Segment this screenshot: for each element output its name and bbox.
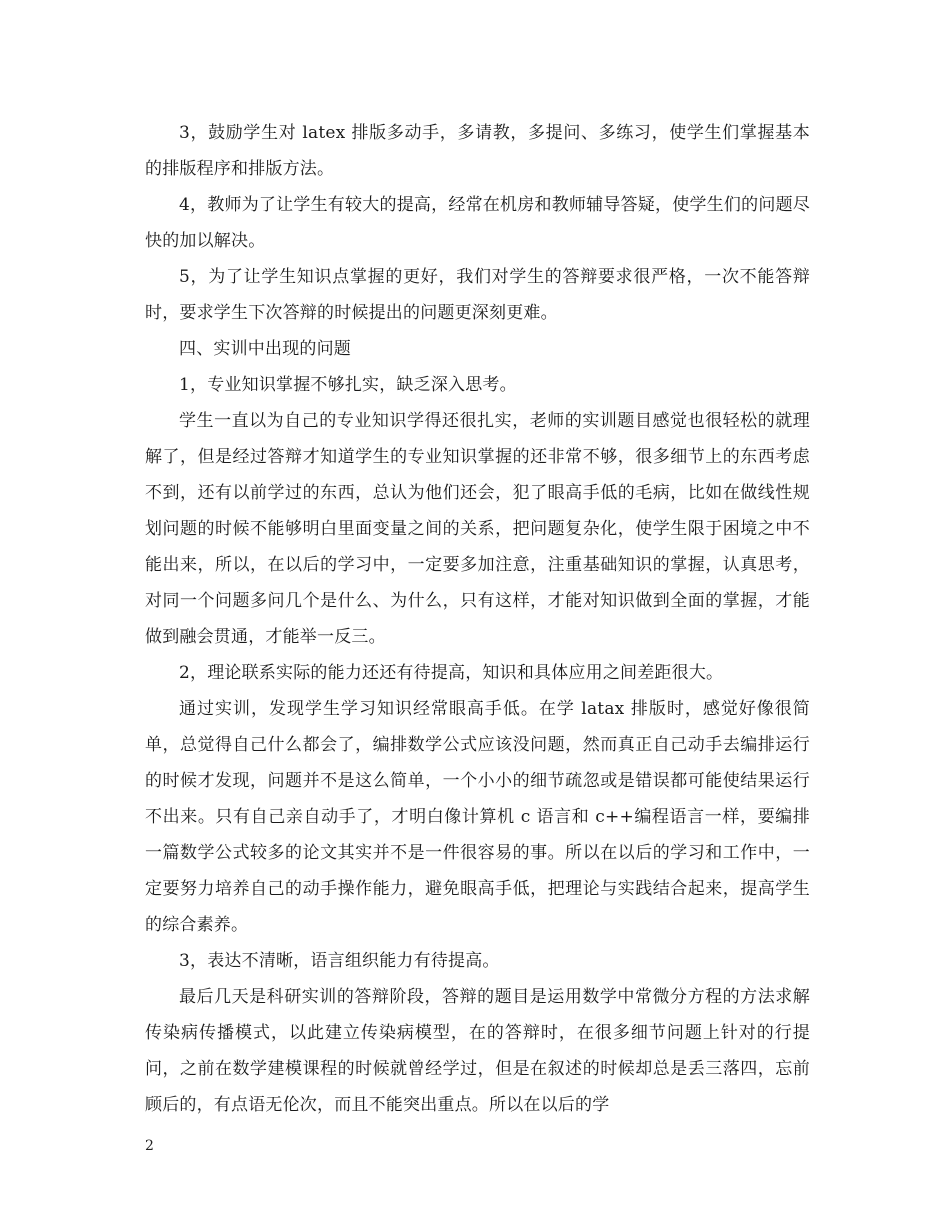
section-heading: 四、实训中出现的问题	[179, 339, 351, 359]
paragraph-problem-3-body: 最后几天是科研实训的答辩阶段，答辩的题目是运用数学中常微分方程的方法求解传染病传播模式，以此建立传染病模型，在的答辩时，在很多细节问题上针对的行提问，之前在数学建模课程的时候就曾经学过，但是在叙述的时候却总是丢三落四，忘前顾后的，有点语无伦次，而且不能突出重点。所以在以后的学	[145, 987, 810, 1115]
subheading-problem-1: 1，专业知识掌握不够扎实，缺乏深入思考。	[179, 375, 517, 395]
subheading-problem-3: 3，表达不清晰，语言组织能力有待提高。	[179, 951, 500, 971]
subheading-problem-2: 2，理论联系实际的能力还还有待提高，知识和具体应用之间差距很大。	[179, 663, 724, 683]
paragraph-problem-2-body: 通过实训，发现学生学习知识经常眼高手低。在学 latax 排版时，感觉好像很简单，总觉得自己什么都会了，编排数学公式应该没问题，然而真正自己动手去编排运行的时候才发现，问题并不是这么简单，一个小小的细节疏忽或是错误都可能使结果运行不出来。只有自己亲自动手了，才明白像计算机 c 语言和 c++编程语言一样，要编排一篇数学公式较多的论文其实并不是一件很容易的事。所以在以后的学习和工作中，一定要努力培养自己的动手操作能力，避免眼高手低，把理论与实践结合起来，提高学生的综合素养。	[145, 699, 810, 935]
page-number: 2	[145, 1138, 154, 1154]
paragraph-point-3: 3，鼓励学生对 latex 排版多动手，多请教，多提问、多练习，使学生们掌握基本的排版程序和排版方法。	[145, 123, 810, 179]
paragraph-point-4: 4，教师为了让学生有较大的提高，经常在机房和教师辅导答疑，使学生们的问题尽快的加以解决。	[145, 195, 810, 251]
paragraph-problem-1-body: 学生一直以为自己的专业知识学得还很扎实，老师的实训题目感觉也很轻松的就理解了，但是经过答辩才知道学生的专业知识掌握的还非常不够，很多细节上的东西考虑不到，还有以前学过的东西，总认为他们还会，犯了眼高手低的毛病，比如在做线性规划问题的时候不能够明白里面变量之间的关系，把问题复杂化，使学生限于困境之中不能出来，所以，在以后的学习中，一定要多加注意，注重基础知识的掌握，认真思考，对同一个问题多问几个是什么、为什么，只有这样，才能对知识做到全面的掌握，才能做到融会贯通，才能举一反三。	[145, 411, 810, 647]
paragraph-point-5: 5，为了让学生知识点掌握的更好，我们对学生的答辩要求很严格，一次不能答辩时，要求学生下次答辩的时候提出的问题更深刻更难。	[145, 267, 810, 323]
